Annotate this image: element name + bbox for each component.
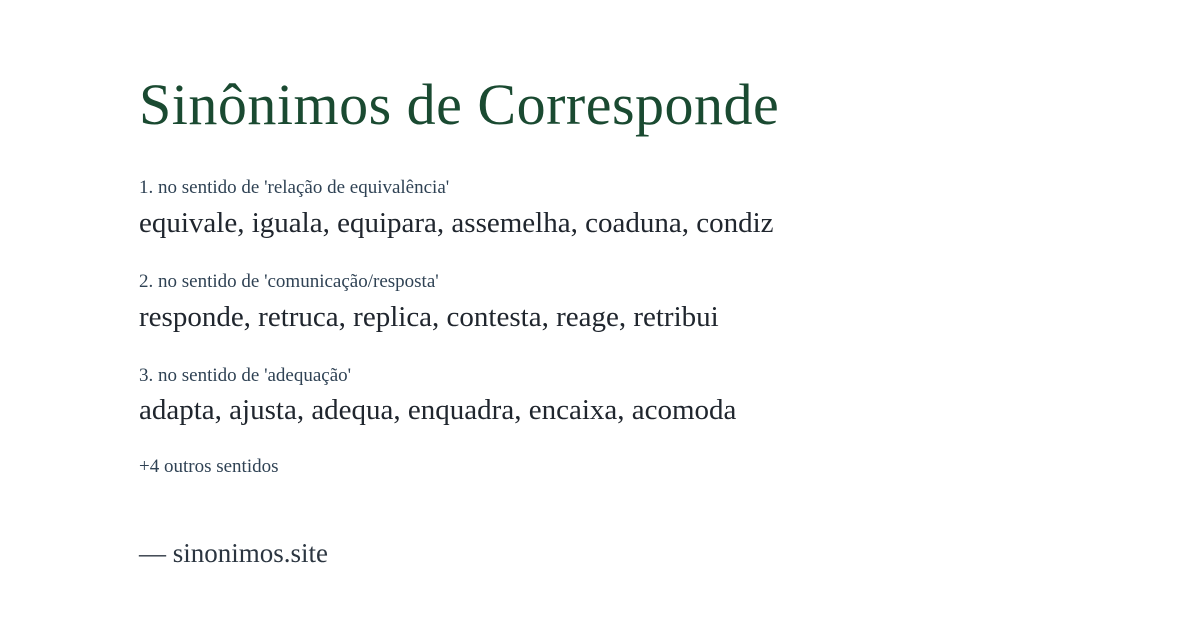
more-senses-note: +4 outros sentidos [139,455,279,477]
sense-synonyms: responde, retruca, replica, contesta, reage, retribui [139,300,719,333]
sense-label: 2. no sentido de 'comunicação/resposta' [139,270,439,292]
sense-section [139,364,1140,429]
sense-label: 3. no sentido de 'adequação' [139,364,352,386]
sense-synonyms: equivale, iguala, equipara, assemelha, coaduna, condiz [139,206,774,239]
page-title: Sinônimos de Corresponde [139,72,780,137]
site-attribution: — sinonimos.site [139,538,329,569]
sense-synonyms: adapta, ajusta, adequa, enquadra, encaixa, acomoda [139,394,737,427]
sense-section [139,176,1140,241]
sense-section [139,270,1140,335]
sense-label: 1. no sentido de 'relação de equivalência' [139,176,450,198]
